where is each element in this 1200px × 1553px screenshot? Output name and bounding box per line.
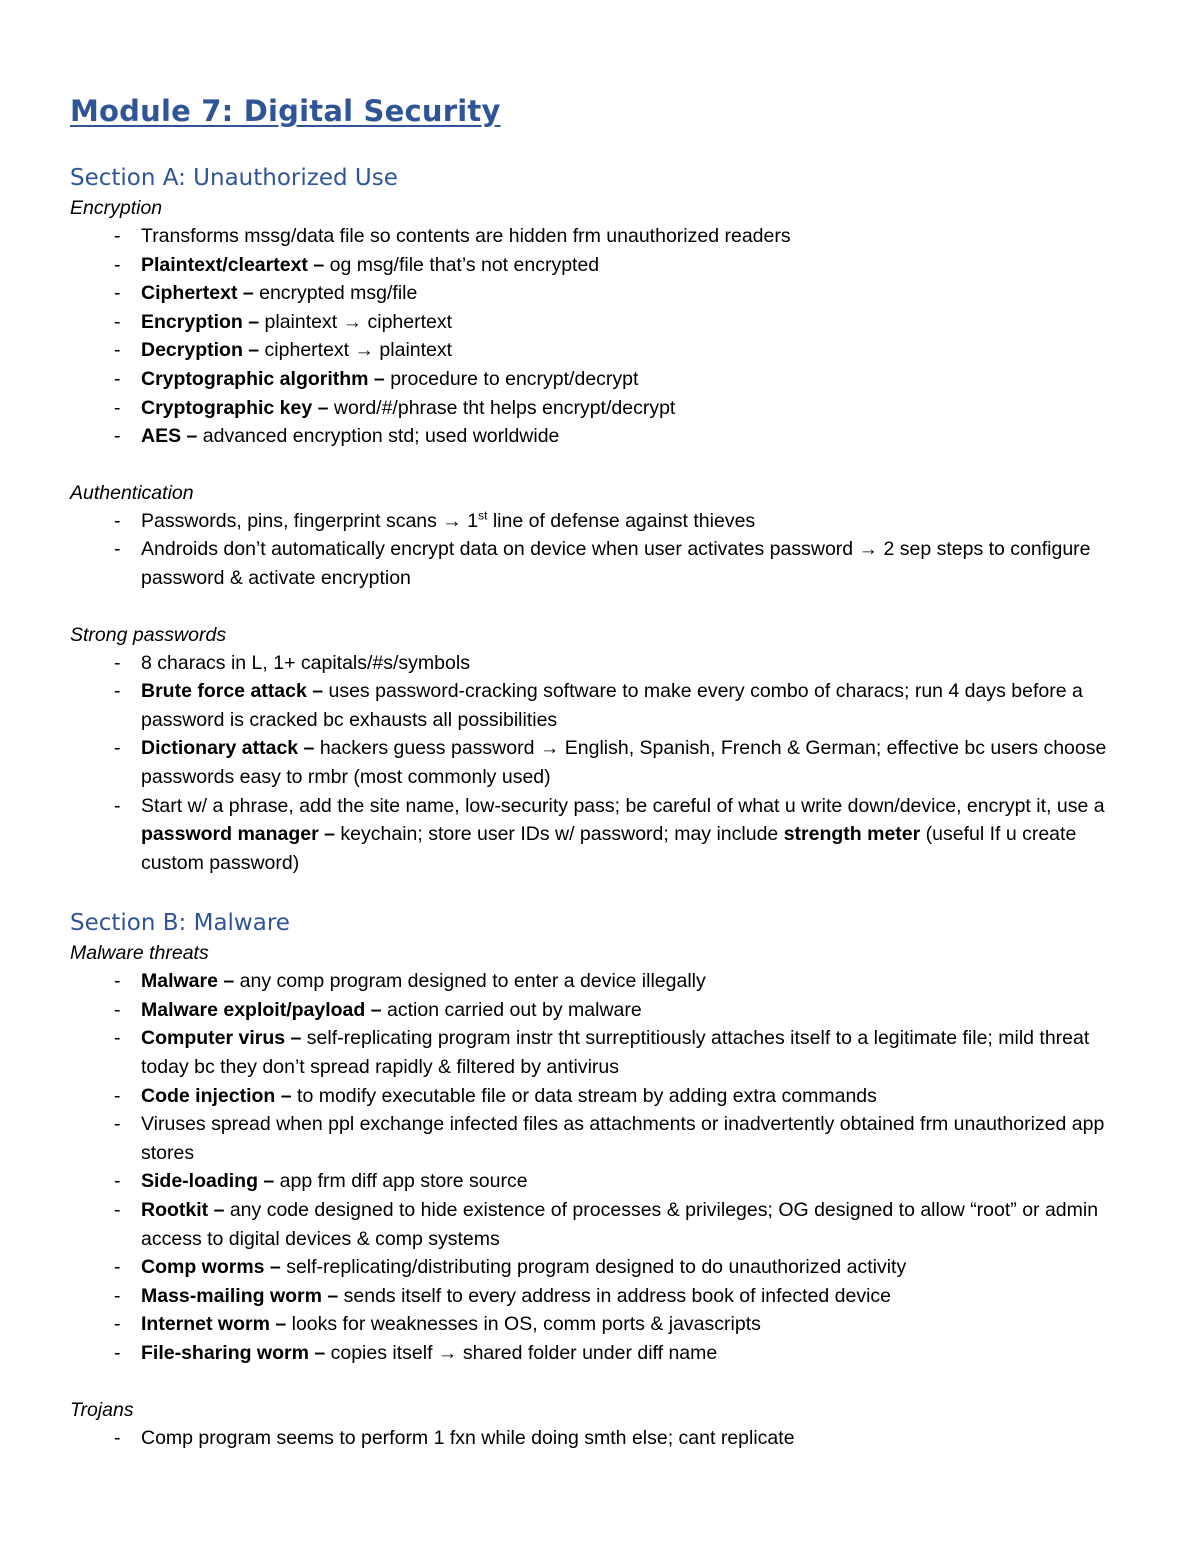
list-item: - Rootkit – any code designed to hide existence of processes & privileges; OG designed to allow “root” or admin access to digital devices & comp systems [70,1196,1140,1253]
list-item: - Encryption – plaintext → ciphertext [70,308,1140,337]
list-item: - Malware – any comp program designed to enter a device illegally [70,967,1140,996]
subsection-heading-encryption: Encryption [70,197,163,219]
list-item: - 8 characs in L, 1+ capitals/#s/symbols [70,649,1140,678]
page-title: Module 7: Digital Security [70,94,501,128]
subsection-heading-strong-passwords: Strong passwords [70,623,227,646]
list-item: - Internet worm – looks for weaknesses in OS, comm ports & javascripts [70,1310,1140,1339]
list-item: - Passwords, pins, fingerprint scans → 1st line of defense against thieves [70,507,1140,536]
list-item: - Transforms mssg/data file so contents are hidden frm unauthorized readers [70,222,1140,251]
section-heading-unauthorized-use: Section A: Unauthorized Use [70,165,398,191]
list-item: - Start w/ a phrase, add the site name, low-security pass; be careful of what u write down/device, encrypt it, use a password manager – keychain; store user IDs w/ password; may include strength meter (useful If u create custom password) [70,792,1140,878]
subsection-heading-trojans: Trojans [70,1398,134,1421]
list-item: - Side-loading – app frm diff app store source [70,1167,1140,1196]
list-item: - Code injection – to modify executable file or data stream by adding extra commands [70,1082,1140,1111]
authentication-list [70,507,1140,593]
subsection-heading-malware-threats: Malware threats [70,942,209,965]
list-item: - Comp program seems to perform 1 fxn while doing smth else; cant replicate [70,1424,1140,1453]
list-item: - Dictionary attack – hackers guess password → English, Spanish, French & German; effective bc users choose passwords easy to rmbr (most commonly used) [70,734,1140,791]
list-item: - Viruses spread when ppl exchange infected files as attachments or inadvertently obtained frm unauthorized app stores [70,1110,1140,1167]
list-item: - Plaintext/cleartext – og msg/file that’s not encrypted [70,251,1140,280]
list-item: - Androids don’t automatically encrypt data on device when user activates password → 2 sep steps to configure password & activate encryption [70,535,1140,592]
list-item: - Cryptographic key – word/#/phrase tht helps encrypt/decrypt [70,394,1140,423]
list-item: - File-sharing worm – copies itself → shared folder under diff name [70,1339,1140,1368]
document-page [70,92,1140,1452]
malware-threats-list [70,967,1140,1367]
list-item: - Decryption – ciphertext → plaintext [70,336,1140,365]
list-item: - Computer virus – self-replicating program instr tht surreptitiously attaches itself to a legitimate file; mild threat today bc they don’t spread rapidly & filtered by antivirus [70,1024,1140,1081]
list-item: - Malware exploit/payload – action carried out by malware [70,996,1140,1025]
list-item: - Brute force attack – uses password-cracking software to make every combo of characs; run 4 days before a password is cracked bc exhausts all possibilities [70,677,1140,734]
list-item: - Mass-mailing worm – sends itself to every address in address book of infected device [70,1282,1140,1311]
strong-passwords-list [70,649,1140,878]
list-item: - Ciphertext – encrypted msg/file [70,279,1140,308]
encryption-list [70,222,1140,451]
list-item: - Cryptographic algorithm – procedure to encrypt/decrypt [70,365,1140,394]
list-item: - Comp worms – self-replicating/distributing program designed to do unauthorized activity [70,1253,1140,1282]
subsection-heading-authentication: Authentication [70,481,194,504]
list-item: - AES – advanced encryption std; used worldwide [70,422,1140,451]
section-heading-malware: Section B: Malware [70,910,290,937]
trojans-list [70,1424,1140,1453]
